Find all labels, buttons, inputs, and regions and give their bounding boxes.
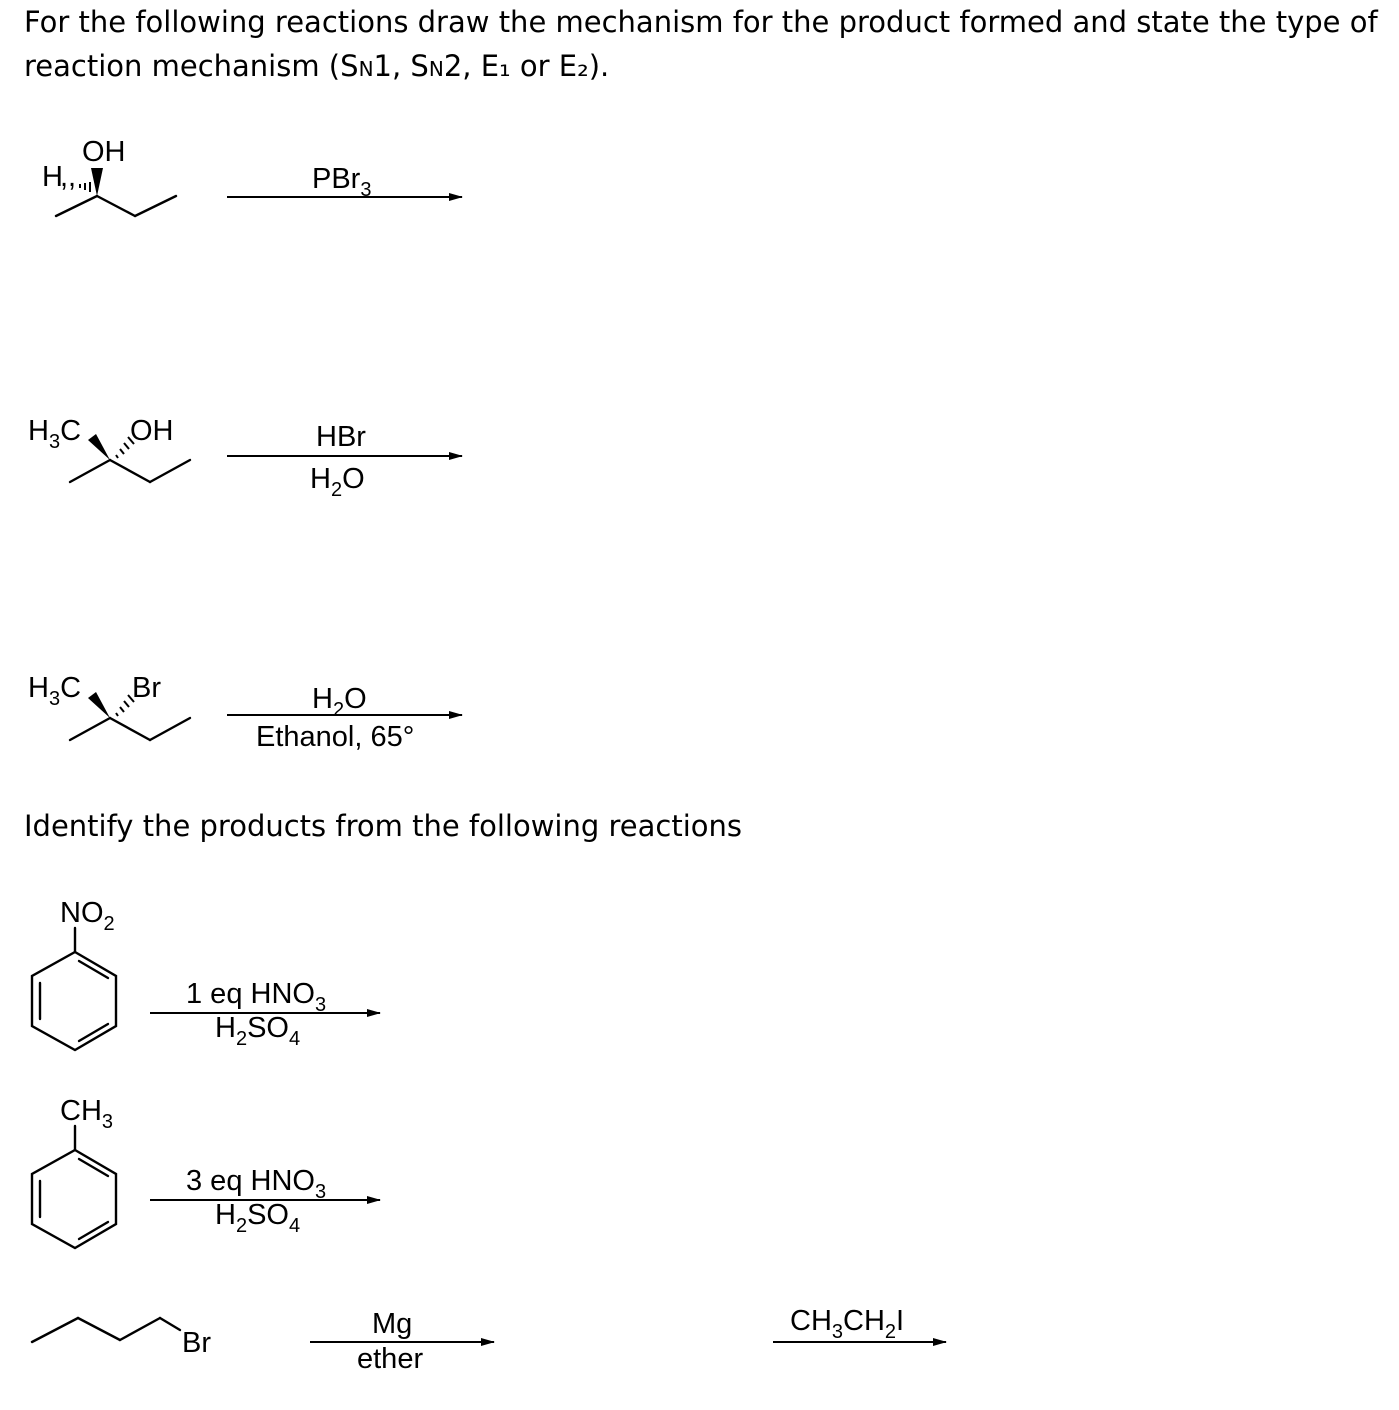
bond — [120, 1318, 160, 1340]
wedge-bond — [91, 168, 103, 196]
substituent-label: $CH_3$ — [60, 1095, 114, 1133]
reaction-3 — [28, 672, 462, 753]
reaction-5 — [32, 1095, 380, 1248]
bond — [78, 1318, 120, 1340]
reagent-label: Mg — [372, 1308, 413, 1340]
reaction-6 — [32, 1305, 946, 1375]
reagent-label: 1 eq $HNO_3$ — [186, 978, 327, 1016]
molecule-1-bromobutane — [32, 1318, 211, 1359]
molecule-2-bromo-2-methylbutane — [28, 672, 190, 740]
bond — [97, 196, 135, 216]
reagent-label: $H_2SO_4$ — [215, 1012, 301, 1050]
bond — [150, 460, 190, 482]
substituent-label: $H_3C$ — [28, 415, 82, 453]
substituent-label: H — [42, 161, 63, 193]
molecule-toluene — [32, 1095, 116, 1248]
benzene-ring — [32, 1150, 116, 1248]
hash-bond — [80, 182, 90, 192]
reagent-label: Ethanol, 65° — [256, 721, 415, 753]
substituent-label: OH — [130, 415, 174, 447]
instructions-section-2: Identify the products from the following reactions — [24, 809, 742, 843]
benzene-ring — [32, 952, 116, 1050]
bond — [56, 196, 97, 216]
reagent-label: $H_2SO_4$ — [215, 1199, 301, 1237]
substituent-label: Br — [182, 1327, 211, 1359]
reaction-1 — [42, 136, 462, 216]
reaction-2 — [28, 415, 462, 501]
reagent-label: $H_2O$ — [312, 683, 367, 721]
substituent-label: OH — [82, 136, 126, 168]
bond — [150, 718, 190, 740]
reaction-4 — [32, 897, 380, 1050]
bond — [32, 1318, 78, 1342]
bond — [70, 460, 110, 482]
reagent-label: PBr$_3$ — [312, 163, 372, 201]
reagent-label: $CH_3CH_2I$ — [790, 1305, 905, 1343]
substituent-label: $NO_2$ — [60, 897, 115, 935]
wedge-bond — [88, 692, 110, 718]
molecule-2-methylbutan-2-ol — [28, 415, 190, 482]
molecule-nitrobenzene — [32, 897, 116, 1050]
reagent-label: 3 eq $HNO_3$ — [186, 1165, 327, 1203]
molecule-butan-2-ol — [42, 136, 176, 216]
hash-glyph: ,, — [60, 161, 77, 193]
substituent-label: $H_3C$ — [28, 672, 82, 710]
instructions-section-1: For the following reactions draw the mechanism for the product formed and state the type of reaction mechanism (SN1, SN2, E₁ or E₂). — [24, 5, 1378, 83]
bond — [135, 196, 176, 216]
bond — [110, 460, 150, 482]
bond — [70, 718, 110, 740]
substituent-label: Br — [132, 672, 161, 704]
reagent-label: $H_2O$ — [310, 463, 365, 501]
bond — [160, 1318, 180, 1330]
reagent-label: HBr — [316, 421, 366, 453]
wedge-bond — [88, 434, 110, 460]
reagent-label: ether — [357, 1343, 424, 1375]
bond — [110, 718, 150, 740]
